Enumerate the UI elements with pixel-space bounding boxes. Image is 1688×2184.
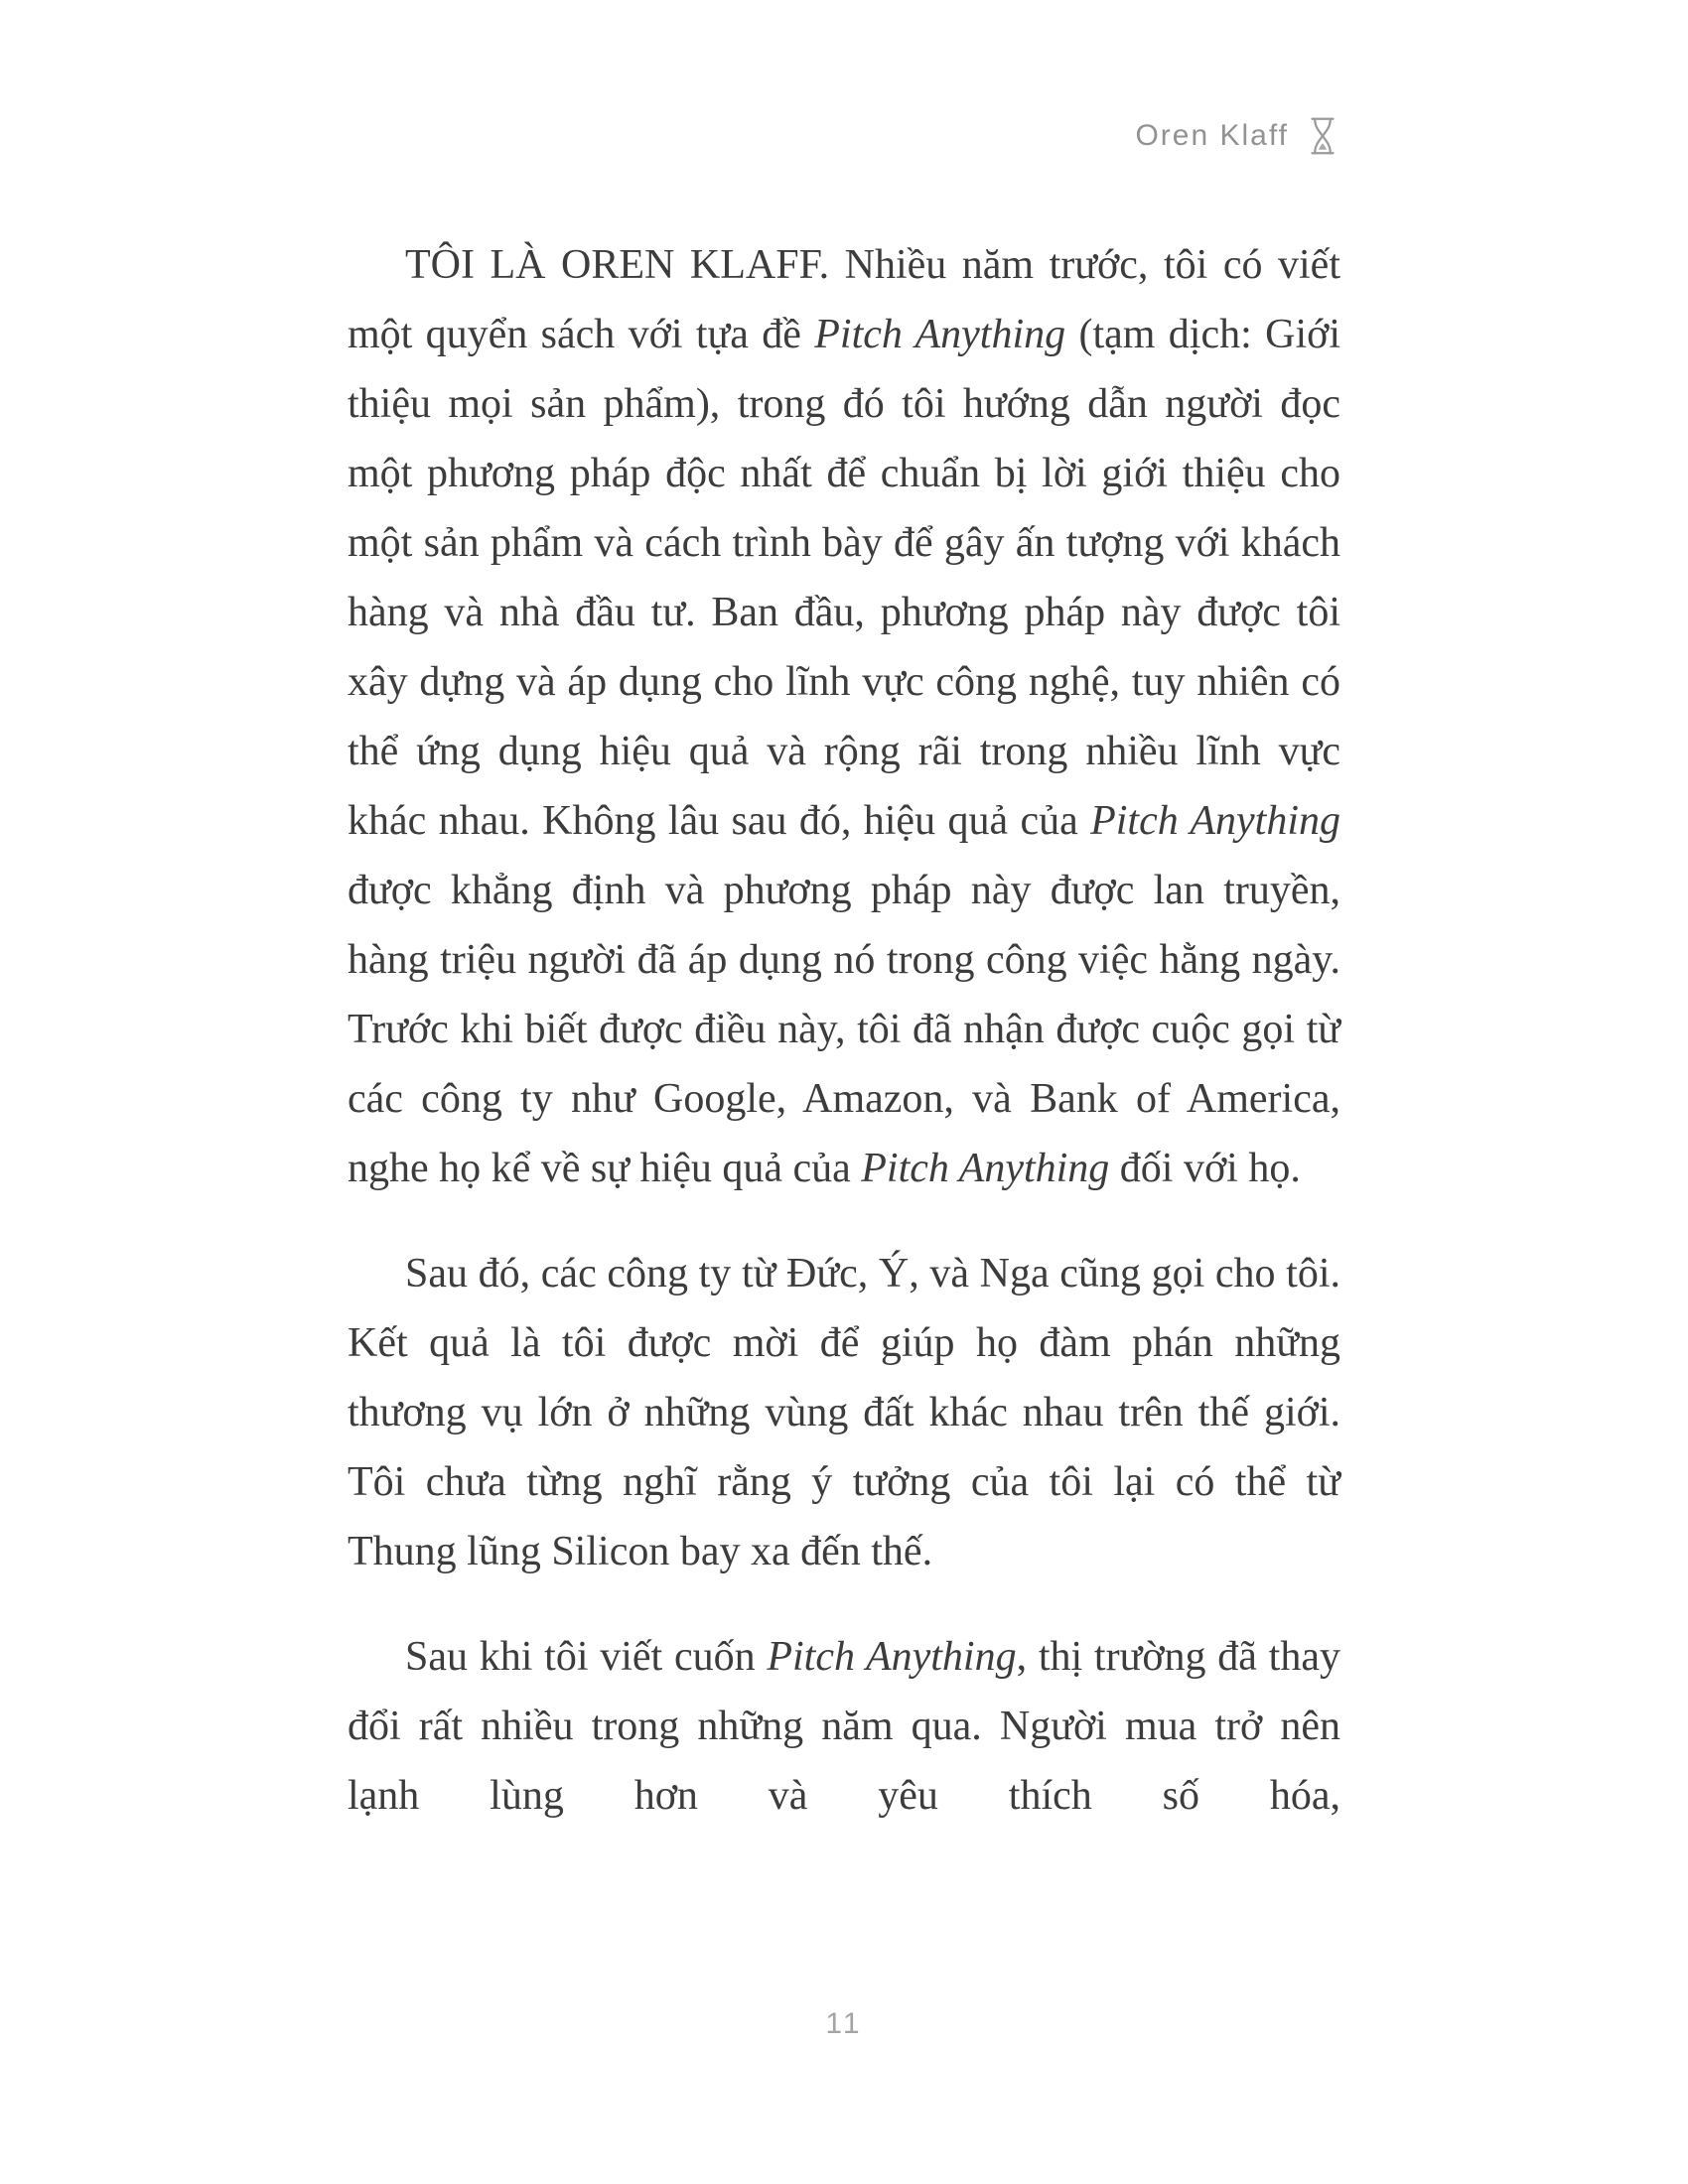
page-body — [348, 230, 1340, 1866]
paragraph — [348, 1622, 1340, 1831]
text-run: được khẳng định và phương pháp này được lan truyền, hàng triệu người đã áp dụng nó trong công việc hằng ngày. Trước khi biết được điều này, tôi đã nhận được cuộc gọi từ các công ty như Google, Amazon, và Bank of America, nghe họ kể về sự hiệu quả của — [348, 868, 1340, 1191]
page-header — [1135, 115, 1340, 157]
text-run: , thị trường đã thay đổi rất nhiều trong những năm qua. Người mua trở nên lạnh lùng hơn và yêu thích số hóa, — [348, 1634, 1340, 1819]
italic-run: Pitch Anything — [861, 1146, 1110, 1191]
page-number: 11 — [825, 2007, 863, 2040]
hourglass-icon — [1305, 115, 1340, 157]
paragraph — [348, 230, 1340, 1203]
italic-run: Pitch Anything — [767, 1634, 1017, 1680]
text-run: Sau đó, các công ty từ Đức, Ý, và Nga cũng gọi cho tôi. Kết quả là tôi được mời để giúp họ đàm phán những thương vụ lớn ở những vùng đất khác nhau trên thế giới. Tôi chưa từng nghĩ rằng ý tưởng của tôi lại có thể từ Thung lũng Silicon bay xa đến thế. — [348, 1251, 1340, 1574]
running-head-author: Oren Klaff — [1135, 119, 1289, 152]
text-run: (tạm dịch: Giới thiệu mọi sản phẩm), trong đó tôi hướng dẫn người đọc một phương pháp độc nhất để chuẩn bị lời giới thiệu cho một sản phẩm và cách trình bày để gây ấn tượng với khách hàng và nhà đầu tư. Ban đầu, phương pháp này được tôi xây dựng và áp dụng cho lĩnh vực công nghệ, tuy nhiên có thể ứng dụng hiệu quả và rộng rãi trong nhiều lĩnh vực khác nhau. Không lâu sau đó, hiệu quả của — [348, 312, 1341, 844]
text-run: TÔI LÀ OREN KLAFF. Nhiều năm trước, tôi có viết một quyển sách với tựa đề — [348, 242, 1340, 357]
paragraph — [348, 1239, 1340, 1586]
text-run: đối với họ. — [1109, 1146, 1301, 1191]
text-run: Sau khi tôi viết cuốn — [405, 1634, 768, 1680]
italic-run: Pitch Anything — [1090, 798, 1340, 844]
italic-run: Pitch Anything — [814, 312, 1066, 357]
page-footer — [0, 2007, 1688, 2041]
